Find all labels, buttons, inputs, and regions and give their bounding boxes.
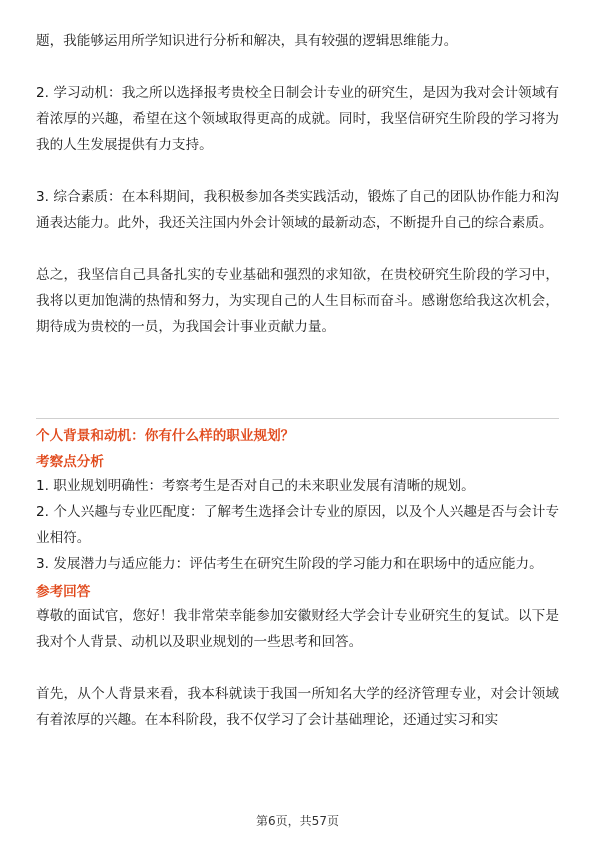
spacer [36, 655, 559, 681]
spacer [36, 54, 559, 80]
paragraph-overall-quality: 3. 综合素质：在本科期间，我积极参加各类实践活动，锻炼了自己的团队协作能力和沟通表达能力。此外，我还关注国内外会计领域的最新动态，不断提升自己的综合素质。 [36, 189, 559, 231]
question-section [36, 425, 559, 733]
paragraph-continuation: 题，我能够运用所学知识进行分析和解决，具有较强的逻辑思维能力。 [36, 33, 458, 49]
top-content [36, 28, 559, 340]
analysis-item: 1. 职业规划明确性：考察考生是否对自己的未来职业发展有清晰的规划。 [36, 478, 475, 494]
analysis-item: 3. 发展潜力与适应能力：评估考生在研究生阶段的学习能力和在职场中的适应能力。 [36, 556, 543, 572]
analysis-heading: 考察点分析 [36, 454, 104, 470]
analysis-item: 2. 个人兴趣与专业匹配度：了解考生选择会计专业的原因，以及个人兴趣是否与会计专业相符。 [36, 504, 559, 546]
page-number: 第6页，共57页 [256, 814, 339, 828]
paragraph-conclusion: 总之，我坚信自己具备扎实的专业基础和强烈的求知欲，在贵校研究生阶段的学习中，我将以更加饱满的热情和努力，为实现自己的人生目标而奋斗。感谢您给我这次机会，期待成为贵校的一员，为我国会计事业贡献力量。 [36, 267, 559, 335]
spacer [36, 236, 559, 262]
question-title: 个人背景和动机：你有什么样的职业规划？ [36, 428, 295, 444]
answer-paragraph: 尊敬的面试官，您好！我非常荣幸能参加安徽财经大学会计专业研究生的复试。以下是我对个人背景、动机以及职业规划的一些思考和回答。 [36, 608, 559, 650]
section-divider [36, 418, 559, 419]
answer-paragraph: 首先，从个人背景来看，我本科就读于我国一所知名大学的经济管理专业，对会计领域有着浓厚的兴趣。在本科阶段，我不仅学习了会计基础理论，还通过实习和实 [36, 686, 559, 728]
paragraph-learning-motivation: 2. 学习动机：我之所以选择报考贵校全日制会计专业的研究生，是因为我对会计领域有着浓厚的兴趣，希望在这个领域取得更高的成就。同时，我坚信研究生阶段的学习将为我的人生发展提供有力支持。 [36, 85, 559, 153]
page-footer [0, 812, 595, 829]
spacer [36, 158, 559, 184]
answer-heading: 参考回答 [36, 584, 91, 600]
